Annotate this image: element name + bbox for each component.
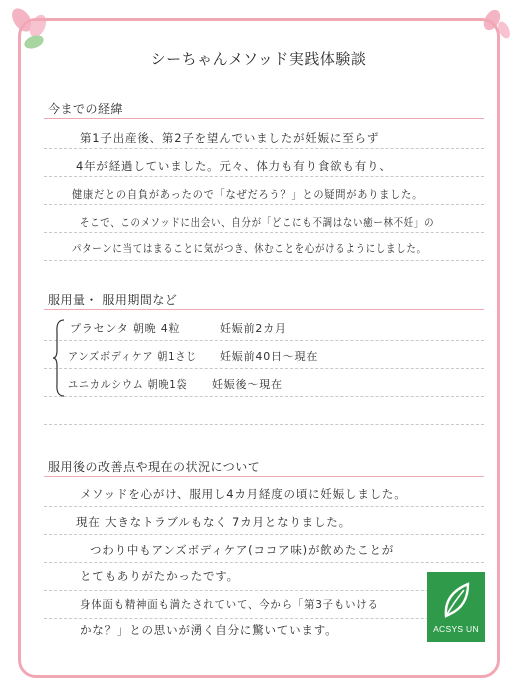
ruled-line — [44, 424, 484, 425]
leaf-icon — [438, 580, 474, 620]
dosage-brace — [52, 318, 66, 398]
ruled-line — [44, 148, 484, 149]
page-title-text: シーちゃんメソッド実践体験談 — [150, 50, 367, 68]
dosage-heading: 服用量・ 服用期間など — [48, 293, 178, 307]
dosage-period: 妊娠前40日〜現在 — [220, 350, 319, 363]
after-heading-rule — [44, 476, 484, 477]
title-wrap — [0, 48, 517, 72]
after-line: かな？」との思いが湧く自分に驚いています。 — [80, 623, 338, 637]
dosage-product: アンズボディケア 朝1さじ — [68, 350, 198, 363]
logo-text: ACSYS UN — [433, 624, 479, 634]
ruled-line — [44, 368, 484, 369]
ruled-line — [44, 340, 484, 341]
ruled-line — [44, 396, 484, 397]
history-line: そこで、このメソッドに出会い、自分が「どこにも不調はない癒ー林不妊」の — [80, 216, 435, 229]
ruled-line — [44, 176, 484, 177]
after-line: つわり中もアンズボディケア(ココア味)が飲めたことが — [90, 543, 395, 557]
history-heading-rule — [44, 118, 484, 119]
history-heading: 今までの経緯 — [48, 102, 124, 116]
history-line: 健康だとの自負があったので「なぜだろう？」との疑問がありました。 — [72, 188, 424, 201]
dosage-period: 妊娠後〜現在 — [212, 378, 283, 391]
history-line: 第1子出産後、第2子を望んでいましたが妊娠に至らず — [80, 131, 380, 145]
ruled-line — [44, 260, 484, 261]
ruled-line — [44, 506, 484, 507]
after-heading: 服用後の改善点や現在の状況について — [48, 460, 261, 474]
history-line: パターンに当てはまることに気がつき、休むことを心がけるようにしました。 — [72, 242, 427, 255]
dosage-heading-rule — [44, 309, 484, 310]
after-line: メソッドを心がけ、服用し4カ月経度の頃に妊娠しました。 — [80, 487, 407, 501]
dosage-period: 妊娠前2カ月 — [220, 322, 287, 335]
after-line: 身体面も精神面も満たされていて、今から「第3子もいける — [80, 598, 379, 611]
after-line: とてもありがたかったです。 — [80, 569, 239, 583]
acsys-logo — [427, 572, 485, 642]
after-line: 現在 大きなトラブルもなく 7カ月となりました。 — [76, 515, 351, 529]
ruled-line — [44, 618, 484, 619]
ruled-line — [44, 534, 484, 535]
dosage-product: プラセンタ 朝晩 4粒 — [70, 322, 181, 335]
page-title — [143, 48, 375, 72]
history-line: 4年が経過していました。元々、体力も有り食欲も有り、 — [76, 159, 392, 173]
ruled-line — [44, 590, 484, 591]
ruled-line — [44, 562, 484, 563]
ruled-line — [44, 232, 484, 233]
ruled-line — [44, 204, 484, 205]
dosage-product: ユニカルシウム 朝晩1袋 — [68, 378, 188, 391]
